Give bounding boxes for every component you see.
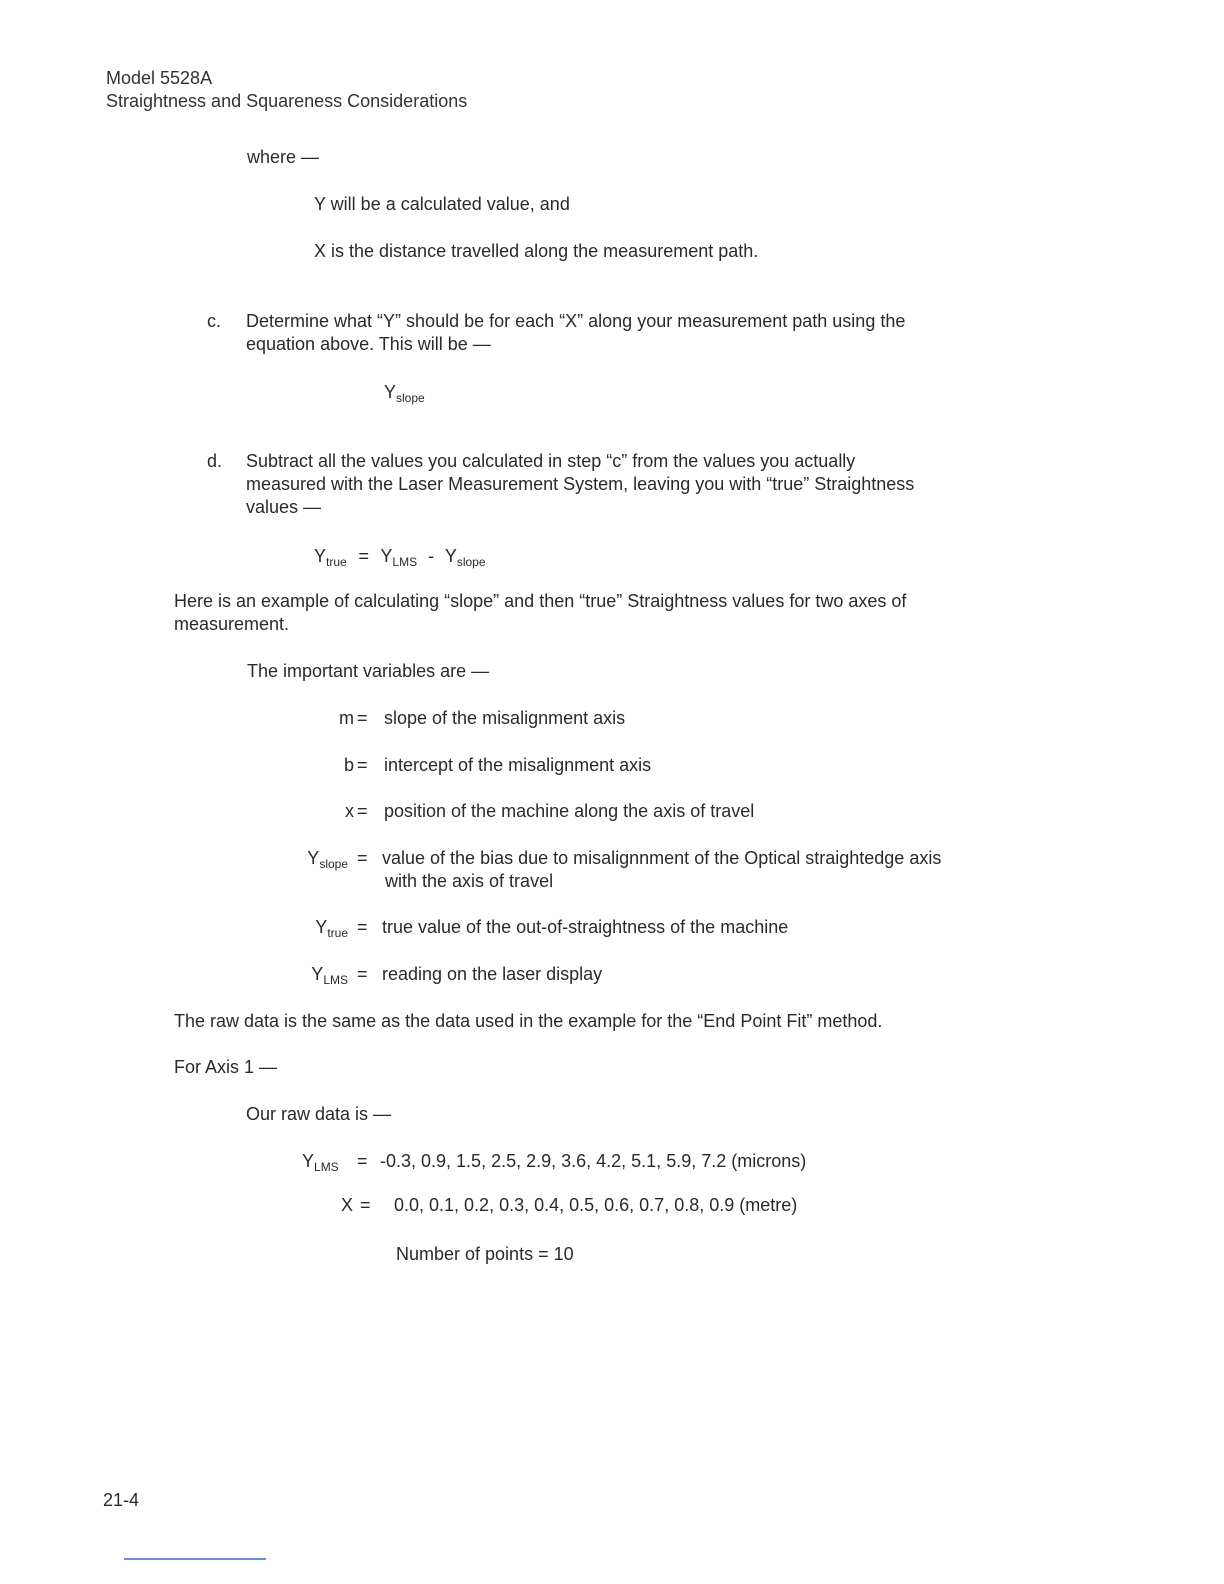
variable-symbol: b xyxy=(343,755,354,775)
variable-description: intercept of the misalignment axis xyxy=(384,755,652,775)
step-d-line-3: values — xyxy=(246,497,322,517)
x-symbol: X xyxy=(341,1195,354,1215)
equals-sign: = xyxy=(357,1151,368,1171)
lms-subscript: LMS xyxy=(323,973,348,987)
true-subscript: true xyxy=(326,555,347,569)
y-symbol: Y xyxy=(315,917,328,937)
x-values: 0.0, 0.1, 0.2, 0.3, 0.4, 0.5, 0.6, 0.7, 0.8, 0.9 (metre) xyxy=(394,1195,798,1215)
variable-description: slope of the misalignment axis xyxy=(384,708,626,728)
variable-description: true value of the out-of-straightness of the machine xyxy=(382,917,789,937)
where-line-y: Y will be a calculated value, and xyxy=(314,194,570,214)
ylms-values: -0.3, 0.9, 1.5, 2.5, 2.9, 3.6, 4.2, 5.1, 5.9, 7.2 (microns) xyxy=(380,1151,807,1171)
axis-1-heading: For Axis 1 — xyxy=(174,1057,278,1077)
lms-subscript: LMS xyxy=(392,555,418,569)
variable-description: value of the bias due to misalignnment of the Optical straightedge axis xyxy=(382,848,942,868)
step-c-line-2: equation above. This will be — xyxy=(246,334,491,354)
slope-subscript: slope xyxy=(396,391,425,405)
minus-sign: - xyxy=(428,546,435,566)
variable-symbol xyxy=(288,916,348,945)
example-intro-line-2: measurement. xyxy=(174,614,290,634)
page-number: 21-4 xyxy=(103,1490,140,1510)
y-symbol: Y xyxy=(307,848,320,868)
step-c-line-1: Determine what “Y” should be for each “X” along your measurement path using the xyxy=(246,311,906,331)
number-of-points: Number of points = 10 xyxy=(396,1244,574,1264)
variable-symbol xyxy=(288,963,348,992)
where-intro: where — xyxy=(247,147,320,167)
equals-sign: = xyxy=(357,917,368,937)
y-symbol: Y xyxy=(380,546,393,566)
step-d-equation xyxy=(314,545,486,574)
equals-sign: = xyxy=(357,755,368,775)
step-d-line-1: Subtract all the values you calculated in step “c” from the values you actually xyxy=(246,451,856,471)
equals-sign: = xyxy=(357,708,368,728)
step-c-result xyxy=(384,381,425,410)
step-c-marker: c. xyxy=(207,311,222,331)
equals-sign: = xyxy=(357,801,368,821)
variable-description-continued: with the axis of travel xyxy=(385,871,554,891)
equals-sign: = xyxy=(357,848,368,868)
variables-intro: The important variables are — xyxy=(247,661,490,681)
y-symbol: Y xyxy=(444,546,457,566)
variable-symbol xyxy=(288,847,348,876)
slope-subscript: slope xyxy=(319,857,348,871)
true-subscript: true xyxy=(327,926,348,940)
step-d-marker: d. xyxy=(207,451,223,471)
example-intro-line-1: Here is an example of calculating “slope” and then “true” Straightness values for two axes of xyxy=(174,591,907,611)
step-d-line-2: measured with the Laser Measurement System, leaving you with “true” Straightness xyxy=(246,474,915,494)
lms-subscript: LMS xyxy=(314,1160,339,1174)
y-symbol: Y xyxy=(311,964,324,984)
y-symbol: Y xyxy=(314,546,327,566)
variable-description: position of the machine along the axis of travel xyxy=(384,801,755,821)
equals-sign: = xyxy=(358,546,369,566)
equals-sign: = xyxy=(360,1195,371,1215)
document-model: Model 5528A xyxy=(106,68,213,88)
variable-symbol: m xyxy=(339,708,354,728)
raw-data-note: The raw data is the same as the data used in the example for the “End Point Fit” method. xyxy=(174,1011,883,1031)
raw-data-intro: Our raw data is — xyxy=(246,1104,392,1124)
footer-rule xyxy=(124,1558,266,1560)
equals-sign: = xyxy=(357,964,368,984)
slope-subscript: slope xyxy=(456,555,486,569)
variable-symbol: x xyxy=(345,801,354,821)
ylms-symbol xyxy=(302,1150,339,1179)
where-line-x: X is the distance travelled along the measurement path. xyxy=(314,241,759,261)
variable-description: reading on the laser display xyxy=(382,964,603,984)
y-symbol: Y xyxy=(384,382,397,402)
document-section-title: Straightness and Squareness Considerations xyxy=(106,91,468,111)
y-symbol: Y xyxy=(302,1151,315,1171)
